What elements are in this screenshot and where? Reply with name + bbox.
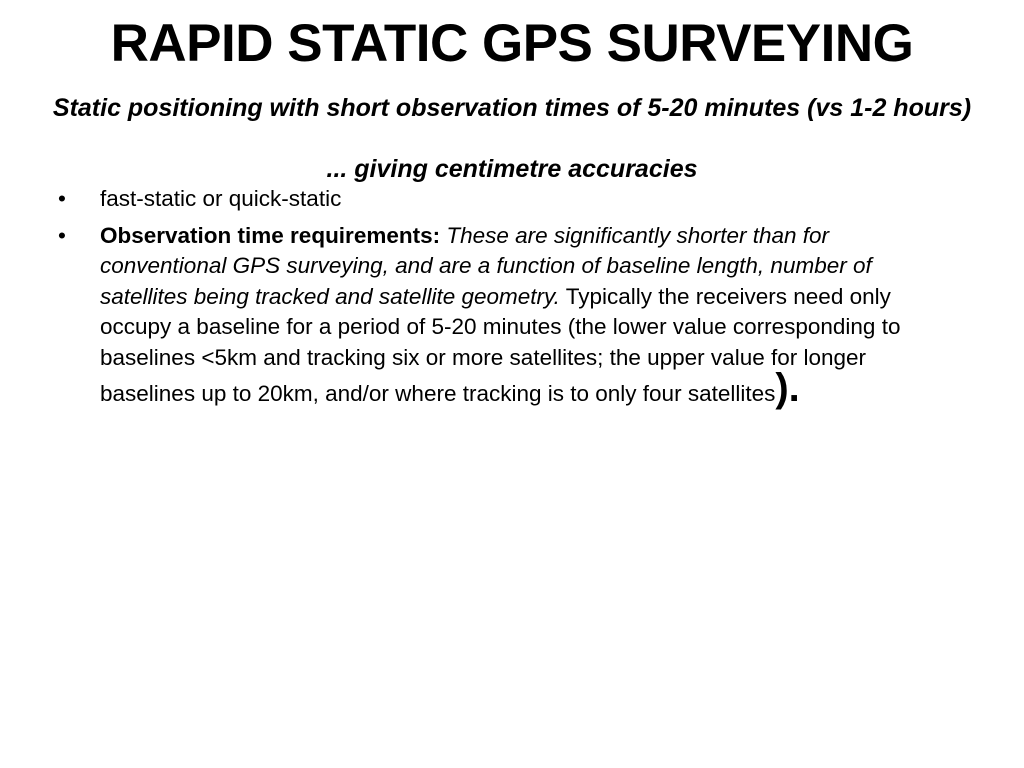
bullet-italic-text: These are significantly shorter than for conventional GPS surveying, and are a function of baseline length, number of satellites being tracked and satellite geometry.	[100, 222, 872, 309]
list-item	[58, 184, 958, 215]
slide-subtitle: Static positioning with short observation times of 5-20 minutes (vs 1-2 hours) ... giving centimetre accuracies	[52, 94, 972, 183]
list-item	[58, 221, 958, 410]
bullet-closing: ).	[775, 366, 800, 410]
bullet-body-text: Typically the receivers need only occupy a baseline for a period of 5-20 minutes (the lower value corresponding to baselines <5km and tracking six or more satellites; the upper value for longer baselines up to 20km, and/or where tracking is to only four satellites	[100, 283, 901, 406]
slide-title: RAPID STATIC GPS SURVEYING	[110, 14, 914, 73]
bullet-text: fast-static or quick-static	[100, 186, 342, 211]
bullet-lead: Observation time requirements:	[100, 222, 441, 248]
bullet-icon: •	[58, 222, 66, 248]
bullet-icon: •	[58, 186, 66, 211]
bullet-list	[58, 184, 958, 416]
